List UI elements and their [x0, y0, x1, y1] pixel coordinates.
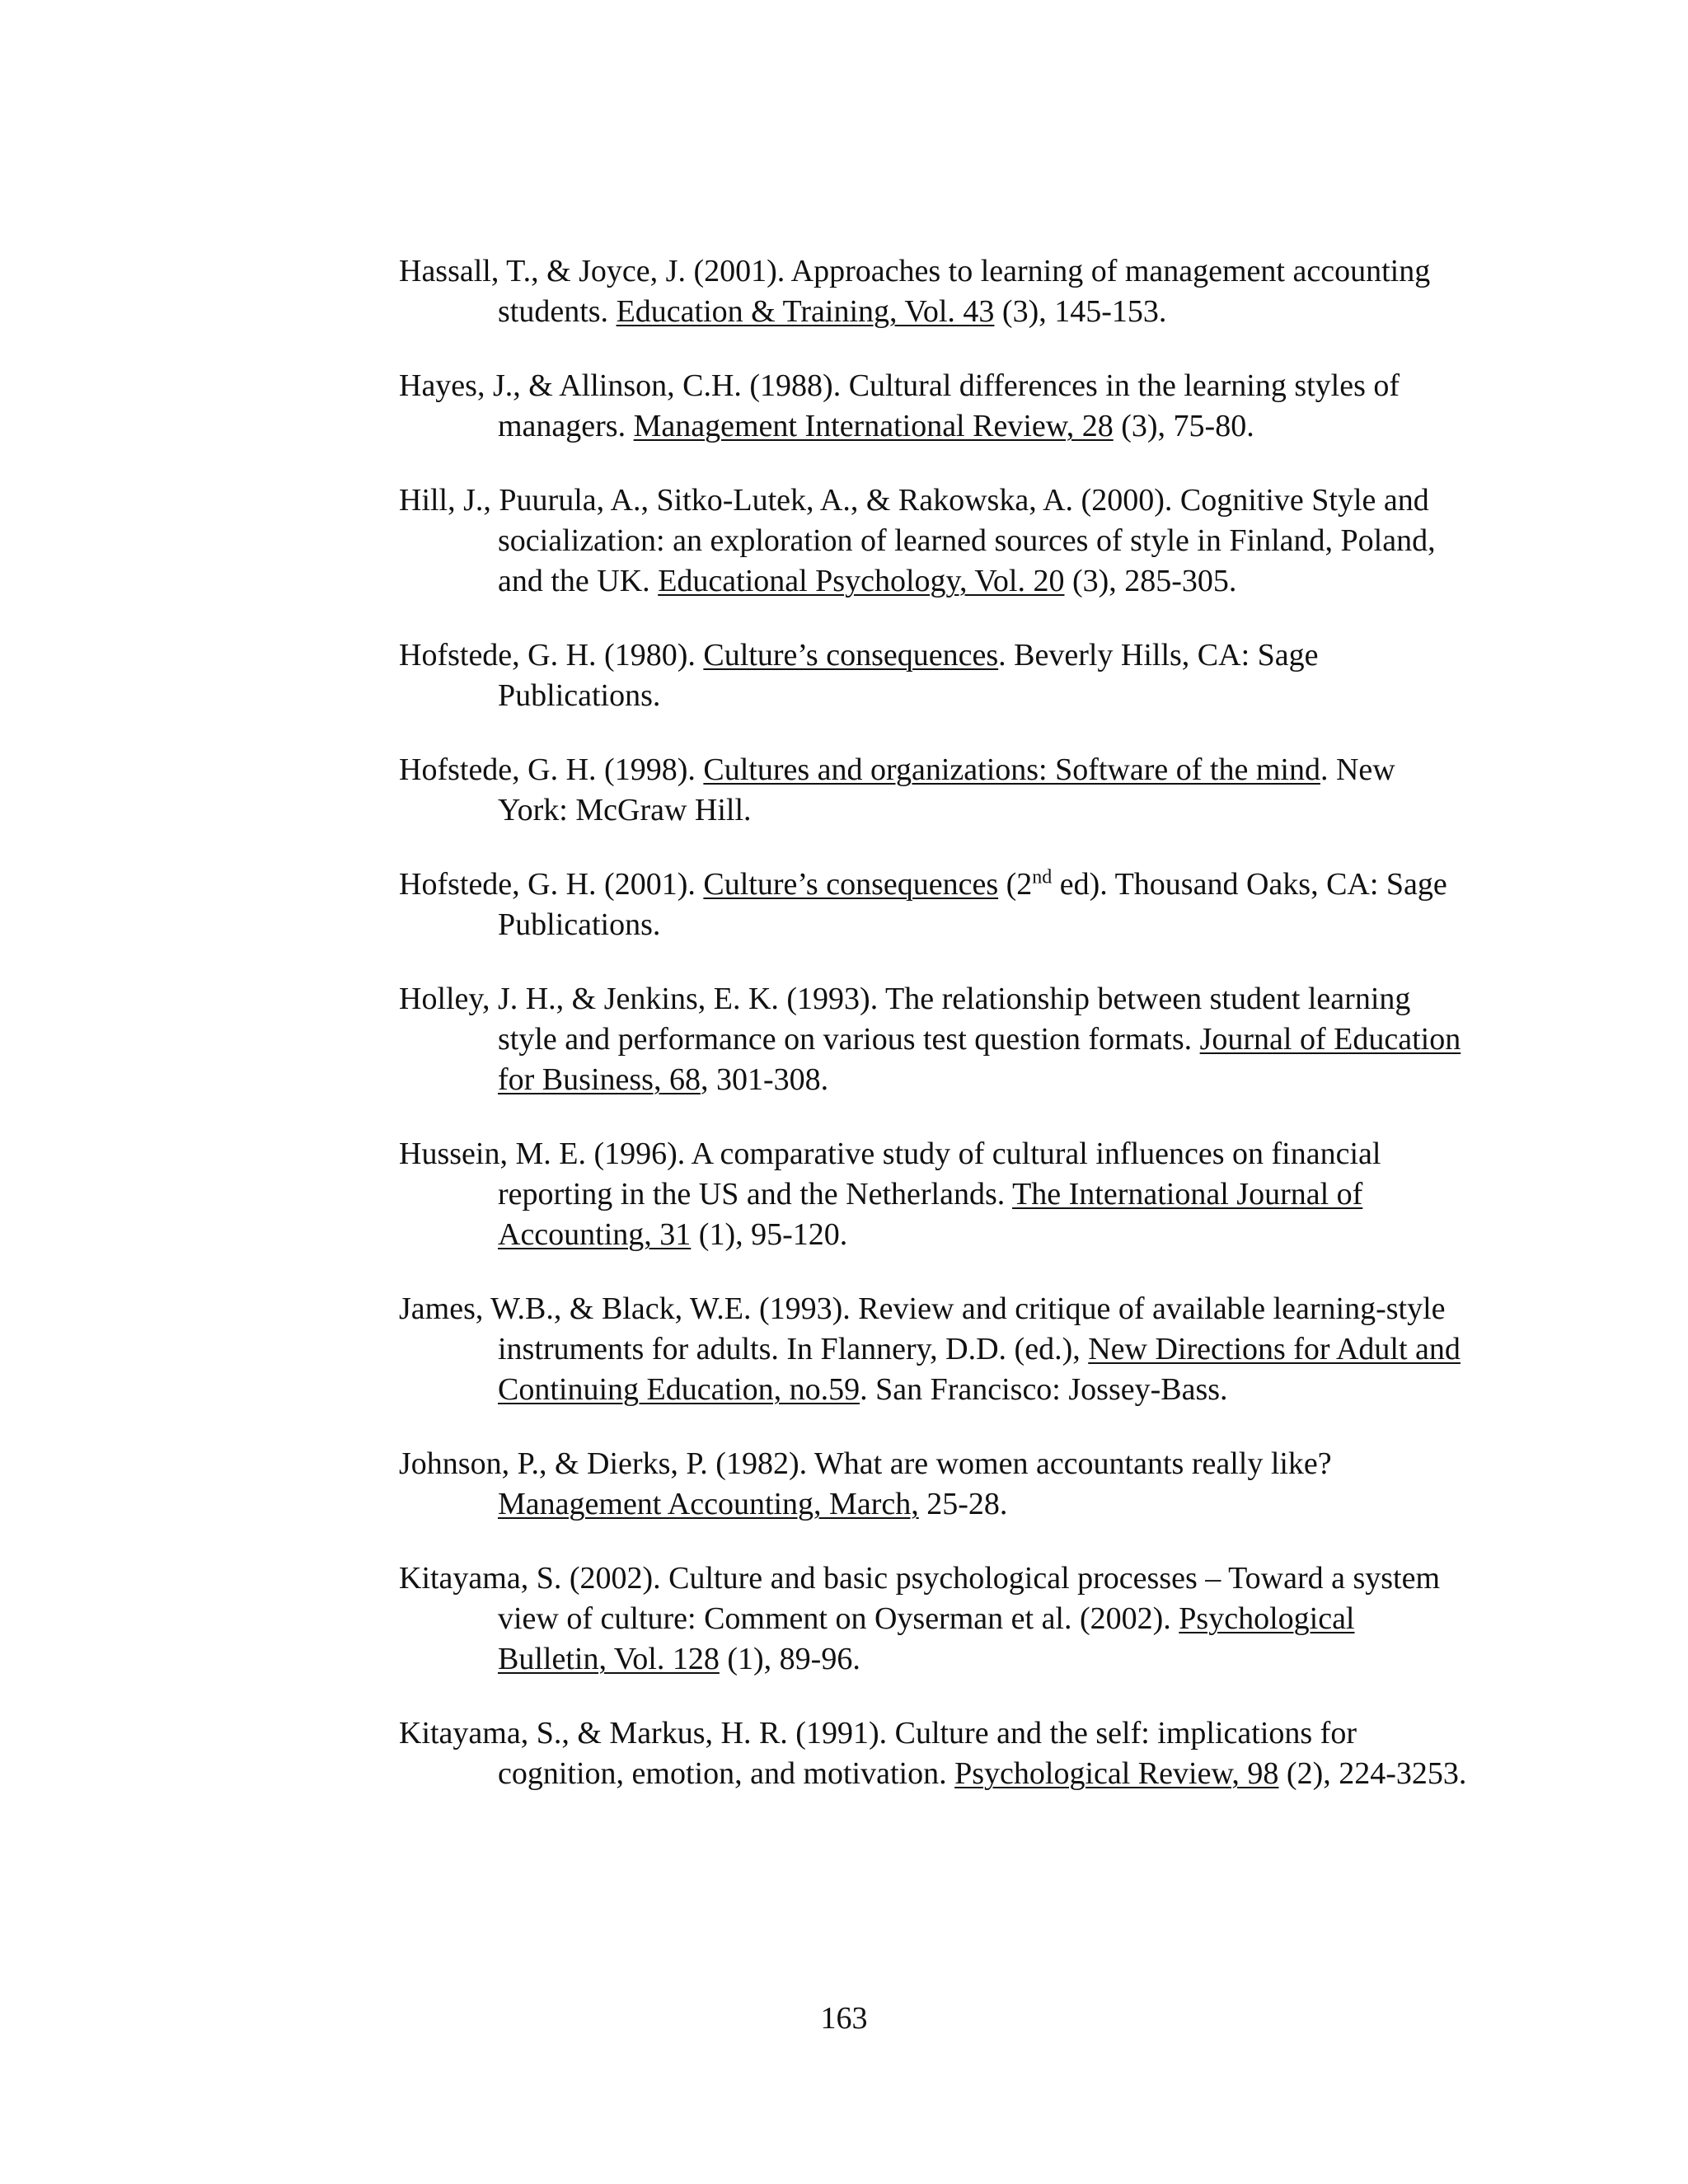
reference-entry: [399, 480, 1470, 602]
reference-text: Johnson, P., & Dierks, P. (1982). What are women accountants really like?: [399, 1446, 1332, 1481]
reference-source: The International Journal of Accounting, 31: [498, 1177, 1363, 1252]
reference-entry: [399, 1713, 1470, 1794]
reference-entry: [399, 1134, 1470, 1255]
reference-entry: [399, 1444, 1470, 1525]
reference-text: Holley, J. H., & Jenkins, E. K. (1993). The relationship between student learning style and performance on various test question formats.: [399, 982, 1411, 1057]
reference-edition: (2: [998, 867, 1033, 902]
reference-details: , 301-308.: [700, 1062, 829, 1097]
reference-details: 25-28.: [918, 1487, 1008, 1521]
reference-text: Hofstede, G. H. (1980).: [399, 638, 704, 673]
reference-source: Psychological Bulletin, Vol. 128: [498, 1601, 1355, 1676]
reference-text: Kitayama, S. (2002). Culture and basic psychological processes – Toward a system view of culture: Comment on Oyserman et al. (2002).: [399, 1561, 1441, 1636]
reference-text: Hofstede, G. H. (2001).: [399, 867, 704, 902]
reference-source: Management Accounting, March,: [498, 1487, 919, 1521]
reference-source: Psychological Review, 98: [954, 1756, 1279, 1791]
reference-details: . Beverly Hills, CA: Sage Publications.: [498, 638, 1319, 713]
reference-source: New Directions for Adult and Continuing Education, no.59: [498, 1332, 1461, 1407]
reference-details: (2), 224-3253.: [1278, 1756, 1467, 1791]
reference-list: [399, 251, 1470, 1828]
superscript-ordinal: nd: [1032, 866, 1053, 888]
reference-details: (3), 285-305.: [1064, 564, 1237, 598]
reference-entry: [399, 635, 1470, 716]
reference-entry: [399, 979, 1470, 1100]
reference-details: . New York: McGraw Hill.: [498, 752, 1395, 827]
reference-entry: [399, 750, 1470, 831]
reference-details: . San Francisco: Jossey-Bass.: [860, 1372, 1228, 1407]
reference-entry: [399, 251, 1470, 332]
reference-source: Education & Training, Vol. 43: [616, 294, 995, 329]
reference-text: Hussein, M. E. (1996). A comparative study of cultural influences on financial reporting in the US and the Netherlands.: [399, 1137, 1381, 1212]
reference-details: ed). Thousand Oaks, CA: Sage Publications.: [498, 867, 1447, 942]
reference-entry: [399, 366, 1470, 447]
reference-details: (3), 75-80.: [1113, 409, 1254, 443]
page-number: 163: [820, 2001, 868, 2036]
reference-text: Hassall, T., & Joyce, J. (2001). Approaches to learning of management accounting students.: [399, 254, 1431, 329]
reference-source: Cultures and organizations: Software of the mind: [703, 752, 1320, 787]
reference-text: Hofstede, G. H. (1998).: [399, 752, 704, 787]
reference-text: Hayes, J., & Allinson, C.H. (1988). Cultural differences in the learning styles of managers.: [399, 368, 1400, 443]
reference-text: James, W.B., & Black, W.E. (1993). Review and critique of available learning-style instruments for adults. In Flannery, D.D. (ed.),: [399, 1291, 1446, 1366]
reference-source: Journal of Education for Business, 68: [498, 1022, 1461, 1097]
reference-details: (3), 145-153.: [994, 294, 1167, 329]
reference-text: Kitayama, S., & Markus, H. R. (1991). Culture and the self: implications for cognition, emotion, and motivation.: [399, 1716, 1357, 1791]
reference-details: (1), 95-120.: [691, 1217, 848, 1252]
reference-source: Culture’s consequences: [703, 867, 999, 902]
reference-source: Management International Review, 28: [633, 409, 1114, 443]
reference-entry: [399, 865, 1470, 945]
reference-source: Culture’s consequences: [703, 638, 999, 673]
reference-entry: [399, 1558, 1470, 1680]
reference-text: Hill, J., Puurula, A., Sitko-Lutek, A., & Rakowska, A. (2000). Cognitive Style and socialization: an exploration of learned sources of style in Finland, Poland, and the UK.: [399, 483, 1436, 598]
reference-details: (1), 89-96.: [719, 1642, 860, 1676]
reference-entry: [399, 1289, 1470, 1410]
reference-source: Educational Psychology, Vol. 20: [658, 564, 1065, 598]
